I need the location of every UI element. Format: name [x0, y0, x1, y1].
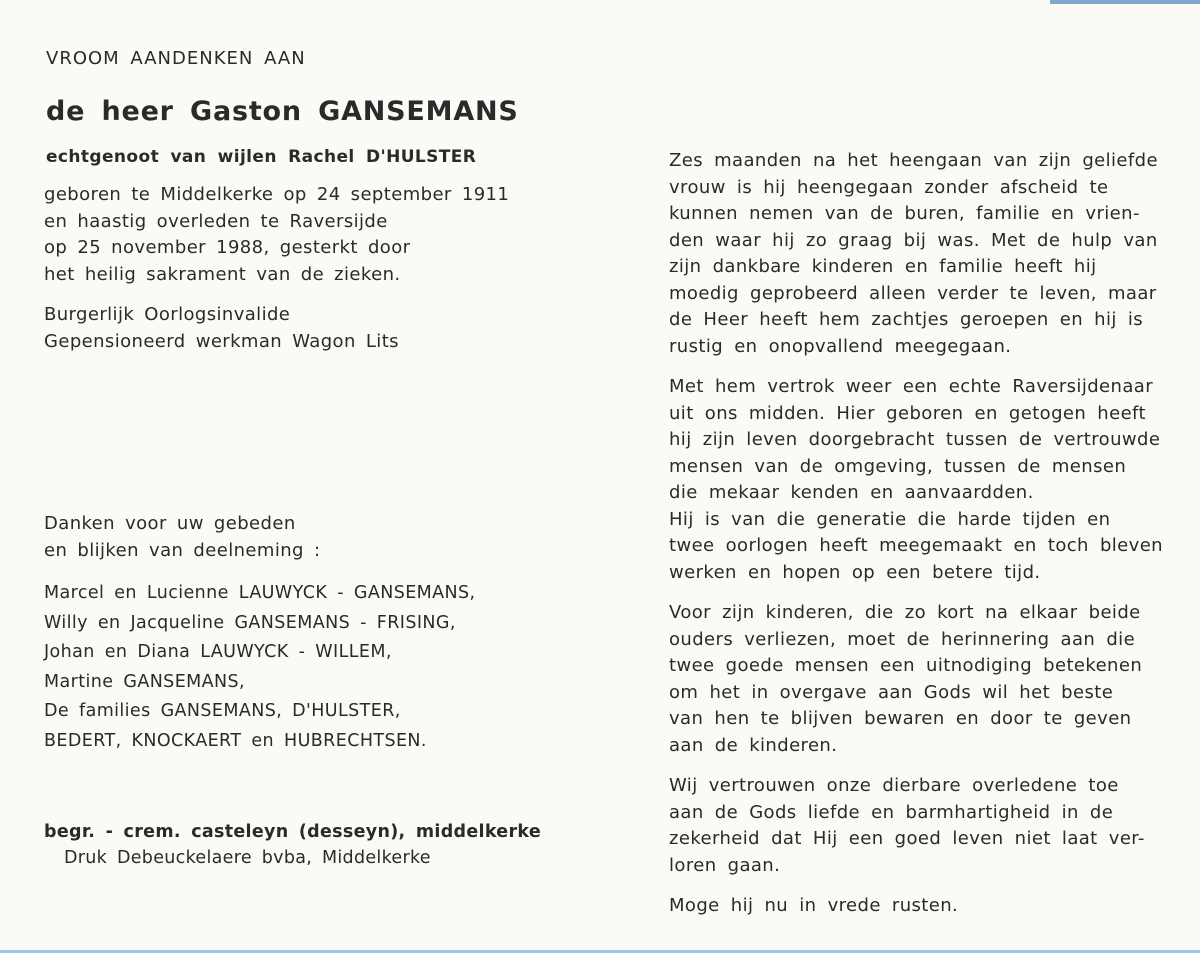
text-line: ouders verliezen, moet de herinnering aan die	[669, 628, 1136, 650]
birth-line: op 25 november 1988, gesterkt door	[44, 237, 411, 258]
corner-accent	[1050, 0, 1200, 4]
text-line: uit ons midden. Hier geboren en getogen heeft	[669, 402, 1146, 424]
text-line: aan de kinderen.	[669, 734, 838, 756]
text-line: loren gaan.	[669, 854, 781, 876]
undertaker-line: begr. - crem. casteleyn (desseyn), middelkerke	[44, 822, 542, 842]
printer-line: Druk Debeuckelaere bvba, Middelkerke	[64, 848, 431, 868]
family-line: Willy en Jacqueline GANSEMANS - FRISING,	[44, 612, 456, 633]
family-list	[44, 579, 584, 756]
text-line: zijn dankbare kinderen en familie heeft hij	[669, 256, 1097, 277]
text-line: Hij is van die generatie die harde tijden en	[669, 508, 1111, 530]
birth-line: geboren te Middelkerke op 24 september 1911	[44, 184, 510, 205]
spouse-line: echtgenoot van wijlen Rachel D'HULSTER	[46, 147, 477, 167]
text-line: Wij vertrouwen onze dierbare overledene toe	[669, 775, 1119, 796]
family-line: Martine GANSEMANS,	[44, 671, 245, 692]
text-line: Met hem vertrok weer een echte Raversijdenaar	[669, 376, 1153, 397]
family-line: De families GANSEMANS, D'HULSTER,	[44, 701, 401, 721]
text-line: Voor zijn kinderen, die zo kort na elkaar beide	[669, 602, 1141, 623]
thanks-block	[44, 511, 584, 564]
birth-line: het heilig sakrament van de zieken.	[44, 263, 401, 285]
text-line: twee goede mensen een uitnodiging betekenen	[669, 655, 1143, 676]
text-line: zekerheid dat Hij een goed leven niet laat ver-	[669, 828, 1145, 849]
text-line: vrouw is hij heengegaan zonder afscheid te	[669, 176, 1109, 198]
titles-block	[44, 302, 584, 355]
paragraph	[669, 773, 1169, 879]
text-line: werken en hopen op een betere tijd.	[669, 561, 1041, 583]
family-line: Marcel en Lucienne LAUWYCK - GANSEMANS,	[44, 583, 476, 603]
footer-block	[44, 818, 584, 870]
closing-line: Moge hij nu in vrede rusten.	[669, 895, 959, 916]
family-line: BEDERT, KNOCKAERT en HUBRECHTSEN.	[44, 730, 427, 751]
paragraph	[669, 600, 1169, 759]
text-line: Zes maanden na het heengaan van zijn geliefde	[669, 150, 1158, 171]
memorial-heading: VROOM AANDENKEN AAN	[46, 48, 306, 69]
right-column	[669, 148, 1169, 920]
text-line: kunnen nemen van de buren, familie en vrien-	[669, 203, 1140, 224]
text-line: de Heer heeft hem zachtjes geroepen en hij is	[669, 309, 1144, 330]
birth-line: en haastig overleden te Raversijde	[44, 210, 388, 232]
thanks-line: Danken voor uw gebeden	[44, 513, 296, 534]
title-line: Gepensioneerd werkman Wagon Lits	[44, 330, 399, 352]
text-line: aan de Gods liefde en barmhartigheid in de	[669, 801, 1114, 823]
text-line: van hen te blijven bewaren en door te geven	[669, 708, 1132, 729]
text-line: hij zijn leven doorgebracht tussen de vertrouwde	[669, 429, 1161, 450]
paragraph	[669, 374, 1169, 586]
text-line: moedig geprobeerd alleen verder te leven, maar	[669, 282, 1157, 304]
deceased-name: de heer Gaston GANSEMANS	[46, 96, 519, 127]
title-line: Burgerlijk Oorlogsinvalide	[44, 304, 291, 325]
text-line: om het in overgave aan Gods wil het beste	[669, 681, 1114, 703]
text-line: den waar hij zo graag bij was. Met de hulp van	[669, 229, 1158, 251]
paragraph	[669, 148, 1169, 360]
text-line: rustig en onopvallend meegegaan.	[669, 335, 1012, 357]
text-line: mensen van de omgeving, tussen de mensen	[669, 455, 1127, 477]
left-column	[44, 46, 584, 870]
birth-death-block	[44, 182, 584, 288]
thanks-line: en blijken van deelneming :	[44, 539, 321, 561]
paragraph	[669, 893, 1169, 920]
text-line: die mekaar kenden en aanvaardden.	[669, 482, 1034, 503]
family-line: Johan en Diana LAUWYCK - WILLEM,	[44, 642, 392, 662]
text-line: twee oorlogen heeft meegemaakt en toch bleven	[669, 535, 1163, 556]
